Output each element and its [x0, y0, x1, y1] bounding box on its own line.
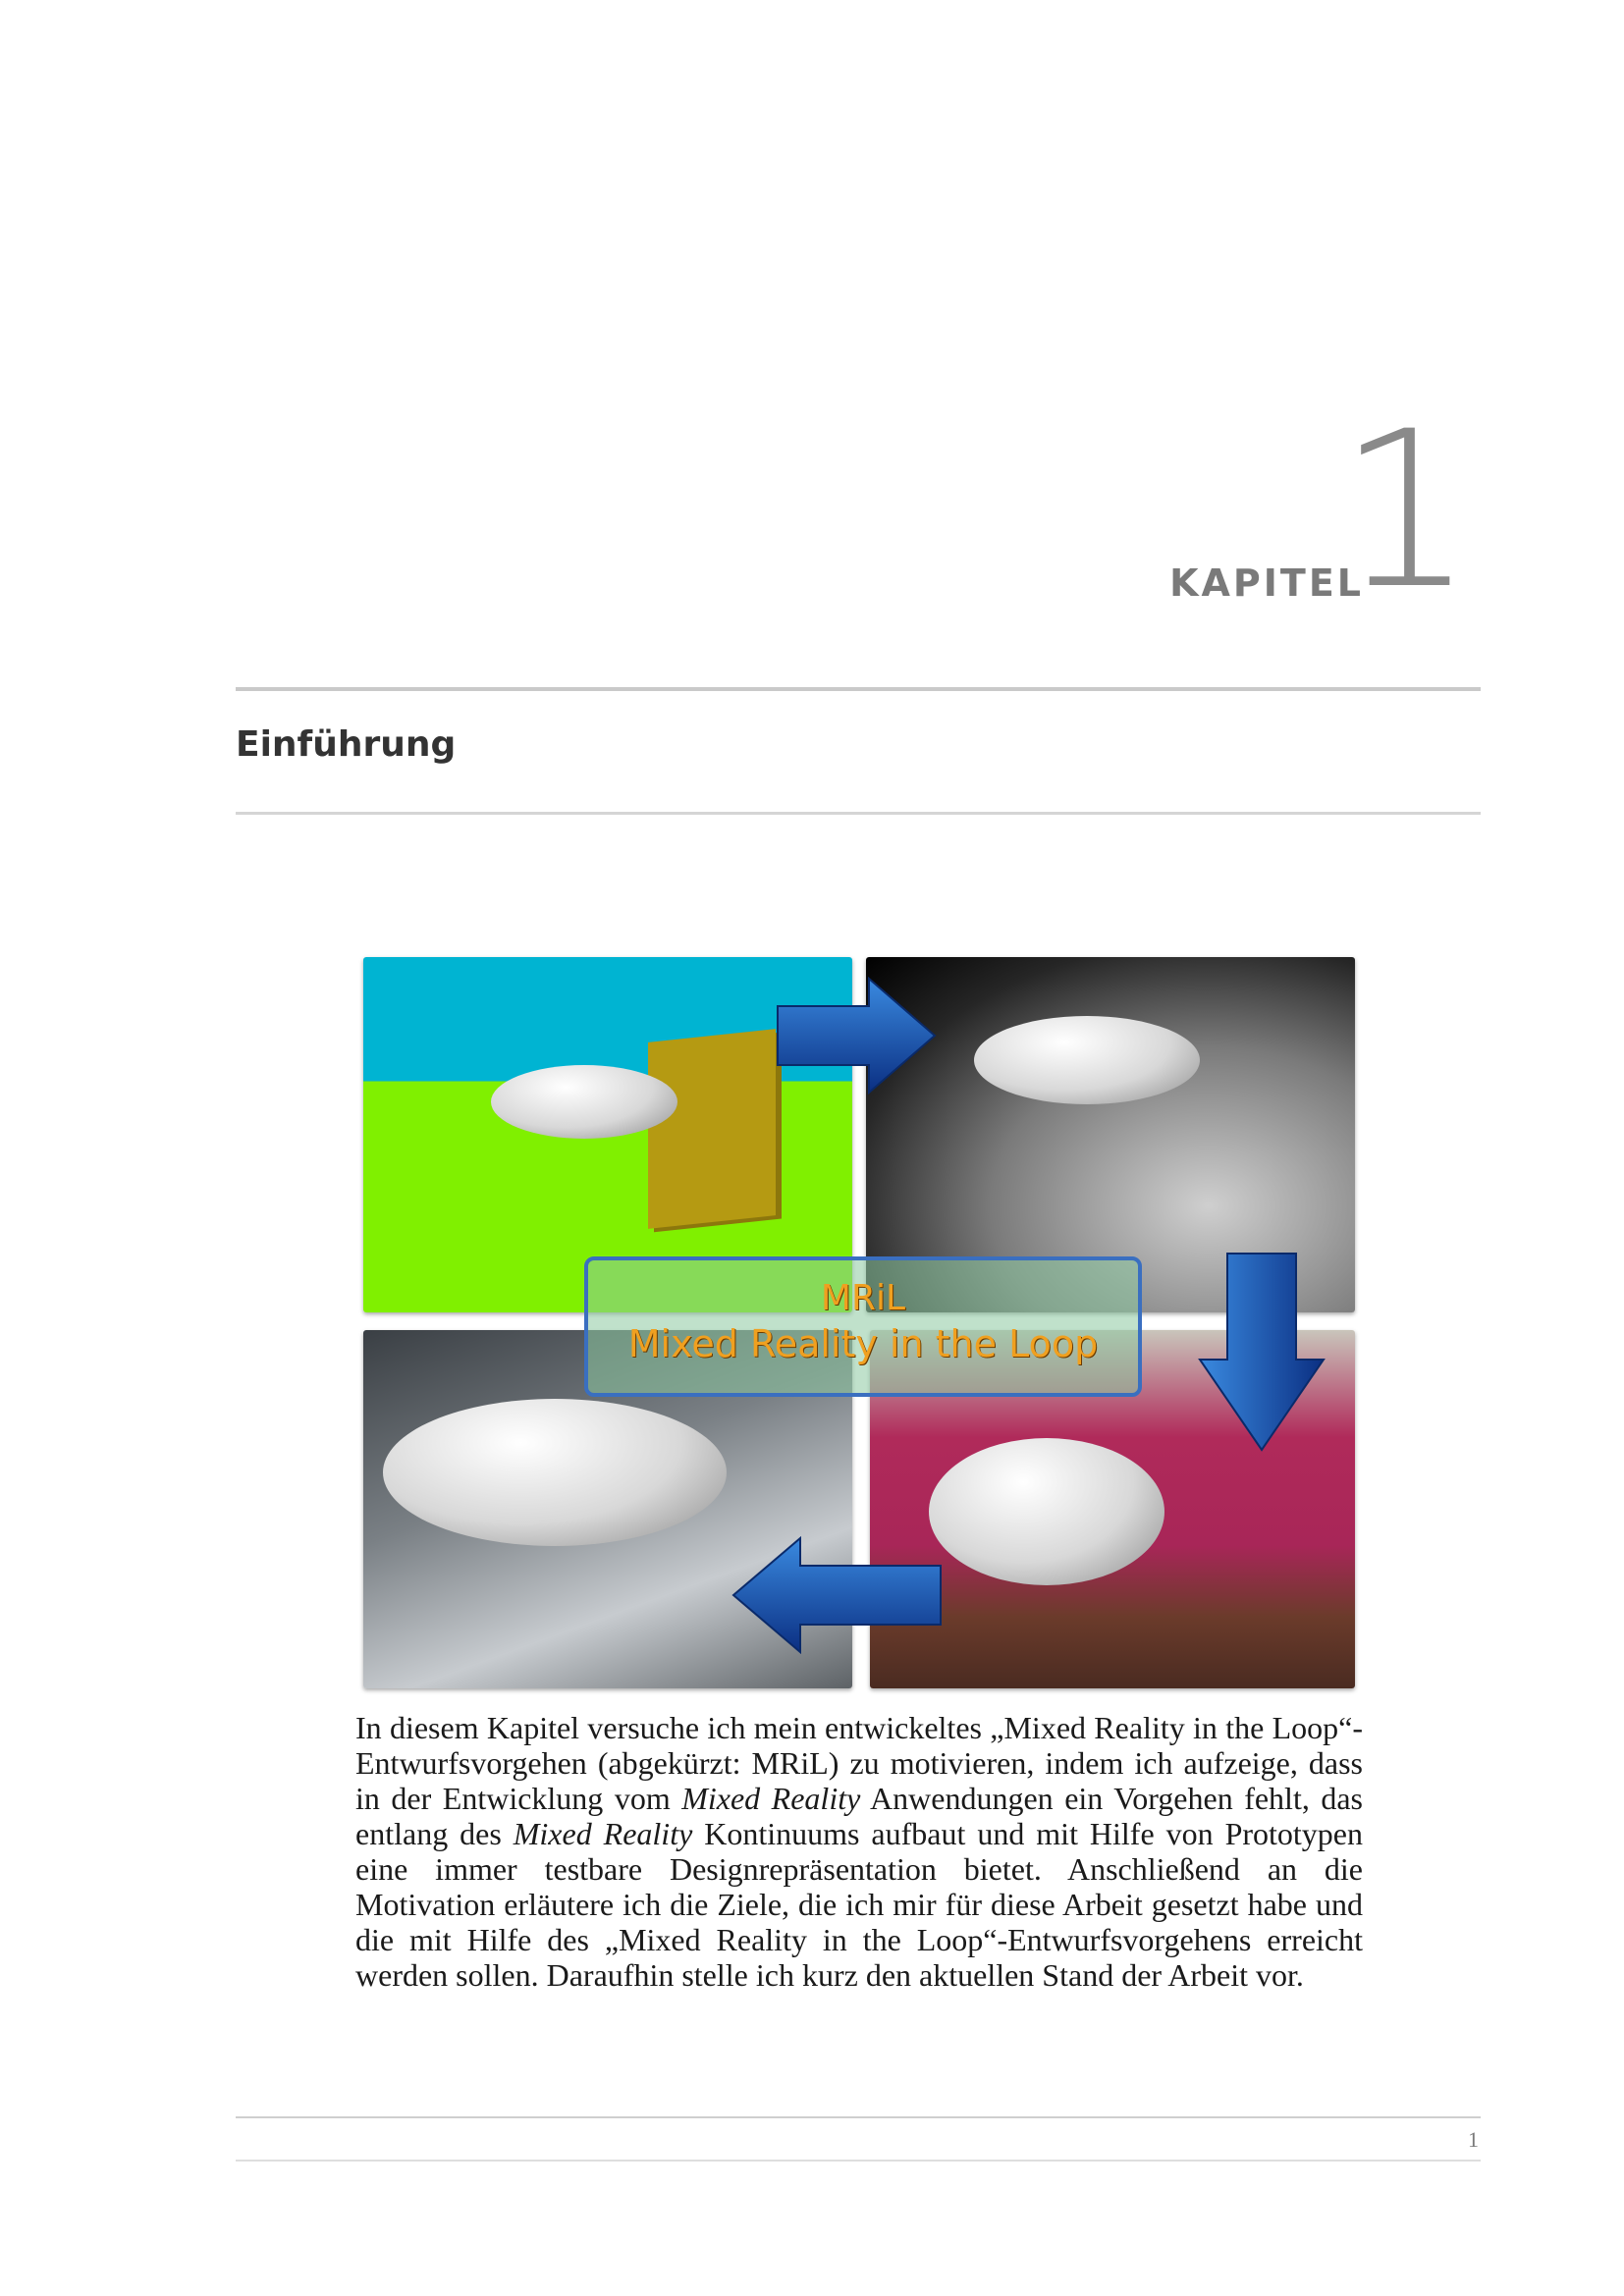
- arrow-down-icon: [1198, 1252, 1326, 1453]
- blimp-image: [491, 1065, 677, 1139]
- mril-badge: [584, 1256, 1142, 1397]
- chapter-number: 1: [1337, 385, 1475, 636]
- body-text-segment: In diesem Kapitel versuche ich mein entwickeltes „Mixed Reality in the Loop“-Entwurfsvorgehen (abgekürzt: MRiL) zu motivieren, indem ich aufzeige, dass in der Entwicklung vom: [355, 1710, 1363, 1816]
- footer-divider: [236, 2116, 1481, 2118]
- body-text-segment: Kontinuums aufbaut und mit Hilfe von Prototypen eine immer testbare Designrepräsentation bietet. Anschließend an die Motivation erläutere ich die Ziele, die ich mir für diese Arbeit gesetzt habe und die mit Hilfe des „Mixed Reality in the Loop“-Entwurfsvorgehens erreicht werden sollen. Daraufhin stelle ich kurz den aktuellen Stand der Arbeit vor.: [355, 1816, 1363, 1993]
- emphasis-term: Mixed Reality: [681, 1781, 861, 1816]
- body-paragraph: [355, 1710, 1363, 1993]
- arrow-right-icon: [776, 977, 938, 1095]
- blimp-image: [929, 1438, 1164, 1585]
- figure-mril-overview: [363, 957, 1355, 1688]
- body-text-segment: Anwendungen ein Vorgehen fehlt, das entlang des: [355, 1781, 1364, 1851]
- chapter-label: KAPITEL: [1169, 561, 1364, 605]
- blimp-image: [974, 1016, 1200, 1104]
- page-number: 1: [1468, 2127, 1479, 2152]
- chapter-title: Einführung: [236, 724, 457, 765]
- divider: [236, 687, 1481, 691]
- blimp-image: [383, 1399, 727, 1546]
- badge-subtitle: Mixed Reality in the Loop: [627, 1322, 1099, 1365]
- divider: [236, 812, 1481, 815]
- arrow-left-icon: [731, 1536, 943, 1654]
- emphasis-term: Mixed Reality: [513, 1816, 693, 1851]
- badge-title: MRiL: [820, 1278, 906, 1318]
- wall-object: [648, 1029, 776, 1229]
- footer-divider: [236, 2160, 1481, 2162]
